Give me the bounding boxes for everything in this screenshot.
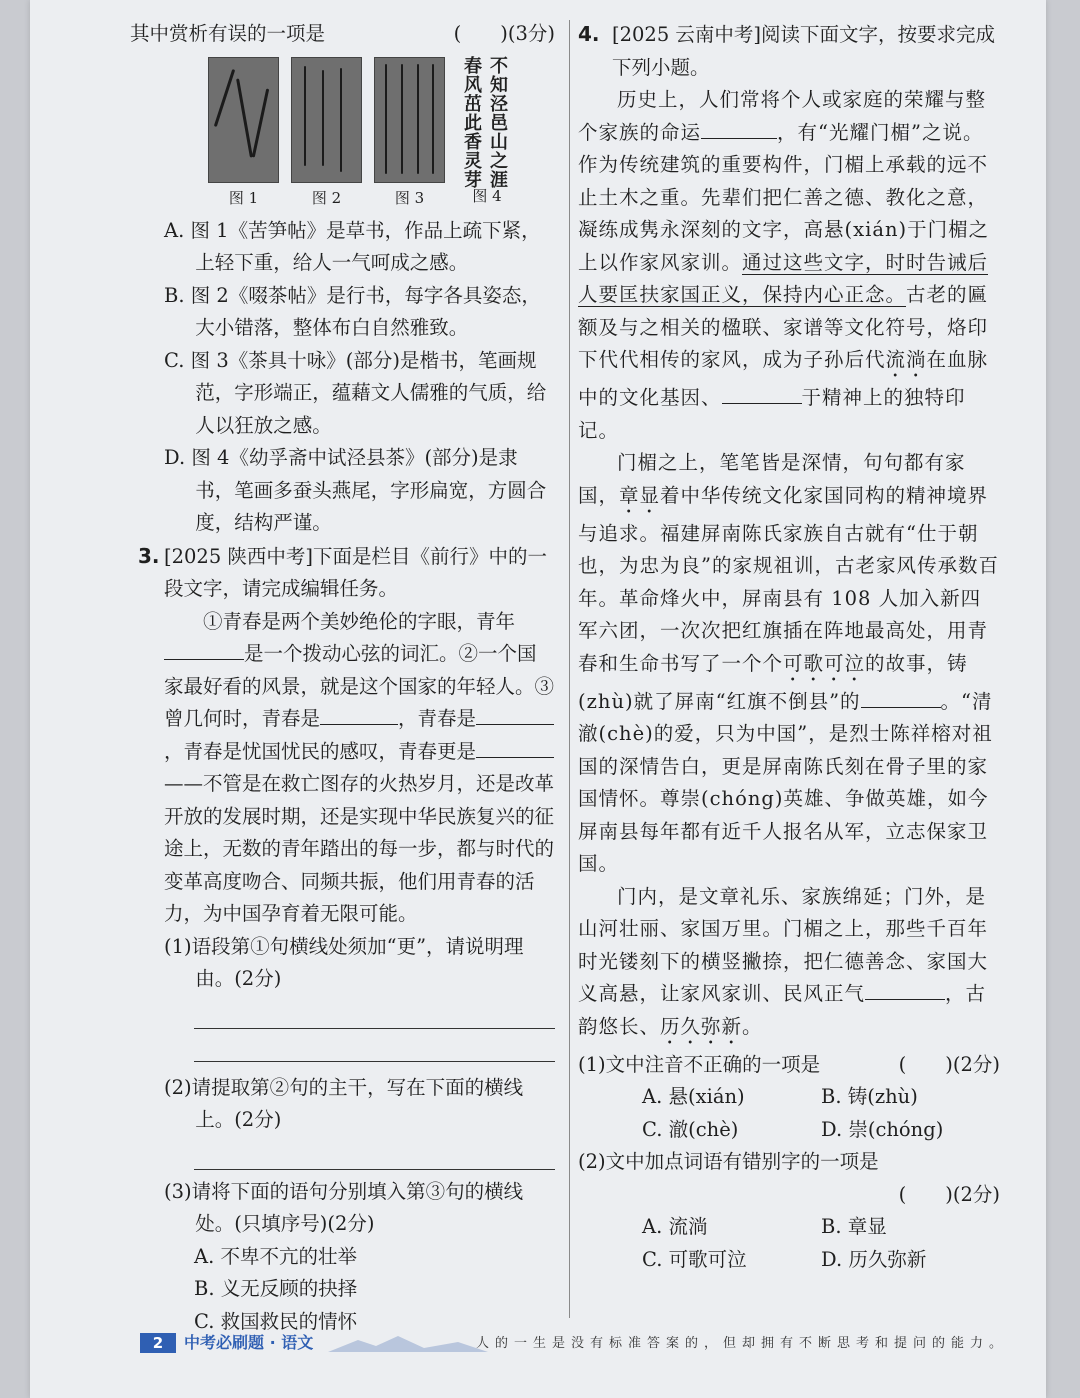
figure-4-column-2: 春风茁此香灵芽 [464,55,482,191]
figure-2 [291,57,362,209]
q4-text: 。“清澈(chè)的爱，只为中国”，是烈士陈祥榕对祖国的深情告白，更是屏南陈氏刻在骨子里的家国情怀。尊崇(chóng)英雄、争做英雄，如今屏南县每年都有近千人报名从军，立志保家卫国。 [578,689,993,875]
q4-number: 4. [578,22,600,46]
q3-sub2-answer-line[interactable] [194,1143,555,1170]
q4-blank-4[interactable] [865,980,945,1001]
q3-blank-1[interactable] [164,640,244,661]
q2-option-b: B. 图 2《啜茶帖》是行书，每字各具姿态，大小错落，整体布白自然雅致。 [164,283,541,339]
q2-option-c: C. 图 3《茶具十咏》(部分)是楷书，笔画规范，字形端正，蕴藉文人儒雅的气质，给人以狂放之感。 [164,348,547,437]
clerical-script-image [457,55,517,191]
q4-sub1-option-b: B. 铸(zhù) [821,1085,918,1108]
figure-1-caption: 图 1 [228,188,259,207]
q3-choice-a: A. 不卑不亢的壮举 [194,1244,357,1268]
q4-sub1-paren: ( ) [898,1052,953,1076]
column-divider [569,20,570,1318]
q3-choice-b: B. 义无反顾的抉择 [194,1277,358,1300]
q4-text: ，古韵悠长、 [578,982,987,1038]
q4-blank-1[interactable] [701,118,777,139]
q4-paragraph-1 [578,84,1000,447]
q4-sub1-stem: (1)文中注音不正确的一项是 [578,1052,821,1076]
q4-sub1-option-d: D. 崇(chóng) [821,1117,944,1141]
page-footer [138,1332,1008,1356]
q3-passage-part: ，青春是忧国忧民的感叹，青春更是 [164,739,477,763]
q2-answer-paren: ( ) [453,22,508,45]
page [30,0,1046,1398]
q4-head [578,18,1000,84]
figure-4-caption: 图 4 [472,186,502,205]
q4-text: 于精神上的独特印记。 [578,386,966,442]
q4-dotted-word-liutang: 流淌 [885,348,927,371]
q4-text: 着中华传统文化家国同构的精神境界与追求。福建屏南陈氏家族自古就有“仕于朝也，为忠为良”的家规祖训，古老家风传承数百年。革命烽火中，屏南县有 108 人加入新四军六团，一次次把红旗插在阵地最高处，用青春和生命书写了一个个 [578,483,999,675]
figure-4-column-1: 不知泾邑山之涯 [490,55,508,191]
q3-sub2: (2)请提取第②句的主干，写在下面的横线上。(2分) [164,1075,524,1131]
q4-sub2-options-row2 [642,1244,1000,1277]
mountain-decoration-icon [328,1334,488,1354]
q4-text: 历史上，人们常将个人或家庭的荣耀与整个家族的命运 [578,88,987,144]
q2-stem: 其中赏析有误的一项是 [130,22,326,45]
q4-sub2: (2)文中加点词语有错别字的一项是 [578,1150,879,1173]
q3-passage-part: ——不管是在救亡图存的火热岁月，还是改革开放的发展时期，还是实现中华民族复兴的征途上，无数的青年踏出的每一步，都与时代的变革高度吻合、同频共振，他们用青春的活力，为中国孕育着无限可能。 [164,772,555,925]
q4-text: 门楣之上，笔笔皆是深情，句句都有家国， [578,451,966,507]
q2-stem-line [130,18,555,51]
q4-sub2-paren: ( ) [898,1182,953,1206]
q3-sub1: (1)语段第①句横线处须加“更”，请说明理由。(2分) [164,934,524,990]
q4-sub2-option-b: B. 章显 [821,1215,887,1238]
q4-blank-3[interactable] [861,687,941,708]
calligraphy-image-2 [291,57,362,183]
q4-dotted-word-lijiumixin: 历久弥新 [660,1014,743,1038]
figure-3-caption: 图 3 [394,188,425,207]
q4-text: 门内，是文章礼乐、家族绵延；门外，是山河壮丽、家国万里。门楣之上，那些千百年时光镂刻下的横竖撇捺，把仁德善念、家国大义高悬，让家风家训、民风正气 [578,884,989,1005]
q4-sub2-option-d: D. 历久弥新 [821,1247,927,1271]
q4-sub1-options-row2 [642,1114,1000,1147]
figure-1 [208,57,279,209]
q4-sub2-options-row1 [642,1211,1000,1244]
figure-2-caption: 图 2 [311,188,342,207]
q3-sub1-answer-line-1[interactable] [194,1002,555,1029]
q2-score: (3分) [507,22,555,45]
q4-paragraph-3 [578,881,1000,1049]
q3-passage-part: ，青春是 [398,707,477,730]
book-title: 中考必刷题 · 语文 [184,1333,314,1352]
page-number: 2 [140,1333,176,1353]
right-column [578,18,1000,1276]
footer-motto: 人的一生是没有标准答案的，但却拥有不断思考和提问的能力。 [475,1336,1008,1351]
q4-text: 在血脉中的文化基因、 [578,348,989,409]
q4-text: 。 [742,1014,763,1038]
q3-passage-part: 是一个拨动心弦的词汇。②一个国家最好看的风景，就是这个国家的年轻人。③曾几何时，青春是 [164,642,555,730]
q4-dotted-word-kegekeqi: 可歌可泣 [783,651,866,675]
q4-sub1-options-row1 [642,1081,1000,1114]
q4-sub1-score: (2分) [952,1052,1000,1076]
q3-sub1-answer-line-2[interactable] [194,1035,555,1062]
calligraphy-image-1 [208,57,279,183]
q4-sub1-option-a: A. 悬(xián) [642,1085,745,1108]
q4-underlined-sentence: 通过这些文字，时时告诫后人要匡扶家国正义，保持内心正念。 [578,250,989,306]
q4-sub2-score: (2分) [952,1182,1000,1206]
q4-blank-2[interactable] [722,384,802,405]
figure-4 [457,57,517,207]
q4-text: 古老的匾额及与之相关的楹联、家谱等文化符号，烙印下代代相传的家风，成为子孙后代 [578,283,989,371]
q4-dotted-word-zhangxian: 章显 [619,483,661,507]
figure-3 [374,57,445,209]
q4-paragraph-2 [578,447,1000,881]
q3-instruction: [2025 陕西中考]下面是栏目《前行》中的一段文字，请完成编辑任务。 [164,544,548,600]
q3-blank-2[interactable] [320,705,398,726]
q3-number: 3. [138,543,160,568]
q3-blank-4[interactable] [476,737,554,758]
q2-option-a: A. 图 1《苦笋帖》是草书，作品上疏下紧，上轻下重，给人一气呵成之感。 [164,218,541,274]
q4-sub2-option-c: C. 可歌可泣 [642,1247,747,1271]
left-column [130,18,555,1338]
calligraphy-image-3 [374,57,445,183]
q4-text: ，有“光耀门楣”之说。作为传统建筑的重要构件，门楣上承载的远不止土木之重。先辈们把仁善之德、教化之意，凝练成隽永深刻的文字，高悬(xián)于门楣之上以作家风家训。 [578,120,990,274]
q3-passage-part: ①青春是两个美妙绝伦的字眼，青年 [203,609,516,633]
q4-text: 的故事，铸(zhù)就了屏南“红旗不倒县”的 [578,651,968,713]
q3-blank-3[interactable] [476,705,554,726]
q4-sub2-option-a: A. 流淌 [642,1215,708,1238]
q4-instruction: [2025 云南中考]阅读下面文字，按要求完成下列小题。 [612,23,996,79]
q3-choice-c: C. 救国救民的情怀 [194,1309,358,1333]
q3-head [104,540,555,606]
q3-sub3: (3)请将下面的语句分别填入第③句的横线处。(只填序号)(2分) [164,1179,524,1235]
calligraphy-figures [208,57,555,209]
q4-sub2-score-line [578,1179,1000,1212]
q4-sub1 [578,1049,1000,1082]
q2-option-d: D. 图 4《幼孚斋中试泾县茶》(部分)是隶书，笔画多蚕头燕尾，字形扁宽，方圆合度，结构严谨。 [164,446,547,534]
q3-passage [164,606,555,931]
q4-sub1-option-c: C. 澈(chè) [642,1117,739,1141]
